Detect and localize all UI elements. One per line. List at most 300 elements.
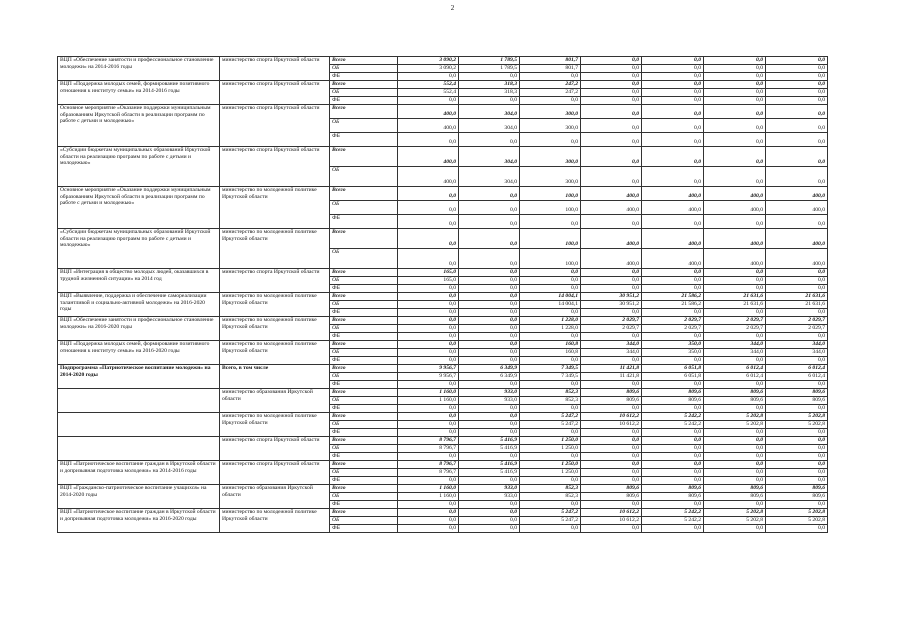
responsible-executor-cell: Всего, в том числе [220, 365, 330, 389]
amount-cell: 0,0 [642, 469, 704, 477]
amount-cell: 0,0 [520, 453, 581, 461]
amount-cell: 852,3 [520, 493, 581, 501]
amount-cell: 0,0 [398, 381, 459, 389]
amount-cell: 0,0 [704, 215, 766, 229]
amount-cell: 0,0 [398, 187, 459, 201]
amount-cell: 400,0 [581, 229, 642, 249]
amount-cell: 0,0 [459, 277, 520, 285]
amount-cell: 0,0 [581, 525, 642, 533]
amount-cell: 809,6 [766, 485, 828, 493]
funding-source-cell: Всего [330, 269, 398, 277]
amount-cell: 21 586,2 [642, 301, 704, 309]
amount-cell: 304,0 [459, 105, 520, 119]
amount-cell: 0,0 [642, 73, 704, 81]
amount-cell: 933,0 [459, 397, 520, 405]
funding-source-cell: ОБ [330, 301, 398, 309]
amount-cell: 0,0 [459, 341, 520, 349]
responsible-executor-cell: министерство по молодежной политике Иркутской области [220, 341, 330, 365]
amount-cell: 1 789,5 [459, 65, 520, 73]
amount-cell: 0,0 [642, 105, 704, 119]
amount-cell: 400,0 [398, 105, 459, 119]
amount-cell: 400,0 [642, 187, 704, 201]
funding-source-cell: Всего [330, 229, 398, 249]
amount-cell: 6 349,9 [459, 373, 520, 381]
amount-cell: 0,0 [581, 269, 642, 277]
amount-cell: 0,0 [704, 65, 766, 73]
amount-cell: 5 416,9 [459, 445, 520, 453]
amount-cell: 400,0 [766, 249, 828, 269]
amount-cell: 21 631,6 [766, 293, 828, 301]
table-row [58, 293, 828, 301]
amount-cell: 0,0 [581, 65, 642, 73]
program-name-cell: ВЦП «Патриотическое воспитание граждан в Иркутской области и допризывная подготовка молодежи» на 2014-2016 годы [58, 461, 220, 485]
amount-cell: 5 242,2 [642, 421, 704, 429]
amount-cell: 0,0 [398, 293, 459, 301]
amount-cell: 0,0 [459, 517, 520, 525]
funding-source-cell: ОБ [330, 65, 398, 73]
amount-cell: 1 160,0 [398, 493, 459, 501]
amount-cell: 0,0 [642, 65, 704, 73]
funding-source-cell: ОБ [330, 89, 398, 97]
amount-cell: 0,0 [581, 57, 642, 65]
funding-source-cell: ФБ [330, 133, 398, 147]
amount-cell: 0,0 [459, 381, 520, 389]
amount-cell: 10 612,2 [581, 421, 642, 429]
amount-cell: 0,0 [520, 357, 581, 365]
amount-cell: 344,0 [704, 341, 766, 349]
amount-cell: 0,0 [766, 357, 828, 365]
funding-source-cell: ФБ [330, 453, 398, 461]
amount-cell: 0,0 [459, 453, 520, 461]
amount-cell: 809,6 [642, 389, 704, 397]
amount-cell: 400,0 [398, 147, 459, 167]
amount-cell: 1 228,0 [520, 325, 581, 333]
amount-cell: 0,0 [398, 133, 459, 147]
funding-source-cell: Всего [330, 389, 398, 397]
amount-cell: 0,0 [766, 429, 828, 437]
amount-cell: 0,0 [459, 97, 520, 105]
table-row [58, 461, 828, 469]
amount-cell: 809,6 [704, 493, 766, 501]
amount-cell: 0,0 [459, 325, 520, 333]
amount-cell: 0,0 [704, 73, 766, 81]
funding-source-cell: Всего [330, 341, 398, 349]
amount-cell: 5 202,8 [766, 421, 828, 429]
amount-cell: 9 956,7 [398, 373, 459, 381]
amount-cell: 809,6 [704, 397, 766, 405]
amount-cell: 0,0 [581, 381, 642, 389]
amount-cell: 304,0 [459, 147, 520, 167]
amount-cell: 0,0 [520, 215, 581, 229]
amount-cell: 801,7 [520, 57, 581, 65]
amount-cell: 0,0 [459, 413, 520, 421]
amount-cell: 0,0 [398, 509, 459, 517]
amount-cell: 0,0 [581, 167, 642, 187]
amount-cell: 0,0 [642, 405, 704, 413]
amount-cell: 0,0 [398, 73, 459, 81]
amount-cell: 0,0 [642, 97, 704, 105]
amount-cell: 0,0 [459, 349, 520, 357]
amount-cell: 0,0 [704, 133, 766, 147]
amount-cell: 0,0 [704, 381, 766, 389]
funding-source-cell: ФБ [330, 525, 398, 533]
funding-source-cell: Всего [330, 293, 398, 301]
funding-source-cell: Всего [330, 437, 398, 445]
amount-cell: 0,0 [704, 57, 766, 65]
responsible-executor-cell: министерство по молодежной политике Иркутской области [220, 229, 330, 269]
amount-cell: 0,0 [459, 249, 520, 269]
amount-cell: 809,6 [581, 389, 642, 397]
amount-cell: 0,0 [520, 97, 581, 105]
funding-source-cell: ФБ [330, 333, 398, 341]
amount-cell: 0,0 [398, 413, 459, 421]
amount-cell: 300,0 [520, 147, 581, 167]
amount-cell: 0,0 [520, 381, 581, 389]
responsible-executor-cell: министерство образования Иркутской области [220, 389, 330, 413]
funding-source-cell: Всего [330, 105, 398, 119]
amount-cell: 0,0 [459, 201, 520, 215]
responsible-executor-cell: министерство спорта Иркутской области [220, 269, 330, 293]
amount-cell: 0,0 [459, 405, 520, 413]
amount-cell: 0,0 [459, 509, 520, 517]
amount-cell: 350,0 [642, 341, 704, 349]
amount-cell: 5 202,8 [704, 413, 766, 421]
amount-cell: 0,0 [520, 429, 581, 437]
amount-cell: 8 796,7 [398, 469, 459, 477]
program-name-cell: ВЦП «Поддержка молодых семей, формирование позитивного отношения к институту семьи» на 2014-2016 годы [58, 81, 220, 105]
table-row [58, 105, 828, 119]
amount-cell: 552,4 [398, 81, 459, 89]
amount-cell: 0,0 [520, 133, 581, 147]
amount-cell: 0,0 [766, 119, 828, 133]
amount-cell: 0,0 [398, 429, 459, 437]
table-row [58, 57, 828, 65]
amount-cell: 344,0 [581, 341, 642, 349]
amount-cell: 0,0 [704, 405, 766, 413]
amount-cell: 0,0 [581, 461, 642, 469]
amount-cell: 0,0 [766, 81, 828, 89]
amount-cell: 0,0 [642, 215, 704, 229]
amount-cell: 809,6 [766, 397, 828, 405]
table-row [58, 389, 828, 397]
amount-cell: 0,0 [581, 333, 642, 341]
amount-cell: 0,0 [459, 229, 520, 249]
amount-cell: 0,0 [704, 81, 766, 89]
amount-cell: 0,0 [398, 309, 459, 317]
program-name-cell: ВЦП «Интеграция в общество молодых людей, оказавшихся в трудной жизненной ситуации» на 2014 год [58, 269, 220, 293]
amount-cell: 2 029,7 [581, 317, 642, 325]
amount-cell: 8 796,7 [398, 445, 459, 453]
amount-cell: 5 247,2 [520, 509, 581, 517]
amount-cell: 1 160,0 [398, 485, 459, 493]
table-body [58, 57, 828, 533]
amount-cell: 0,0 [398, 229, 459, 249]
amount-cell: 400,0 [581, 249, 642, 269]
amount-cell: 0,0 [459, 269, 520, 277]
amount-cell: 0,0 [581, 445, 642, 453]
funding-source-cell: ОБ [330, 373, 398, 381]
amount-cell: 0,0 [642, 429, 704, 437]
funding-source-cell: ФБ [330, 97, 398, 105]
responsible-executor-cell: министерство спорта Иркутской области [220, 461, 330, 485]
amount-cell: 0,0 [766, 333, 828, 341]
table-row [58, 437, 828, 445]
table-row [58, 509, 828, 517]
amount-cell: 0,0 [459, 215, 520, 229]
amount-cell: 0,0 [642, 437, 704, 445]
amount-cell: 852,3 [520, 389, 581, 397]
funding-source-cell: ФБ [330, 309, 398, 317]
amount-cell: 852,3 [520, 397, 581, 405]
amount-cell: 2 029,7 [704, 317, 766, 325]
amount-cell: 100,0 [520, 249, 581, 269]
funding-source-cell: ОБ [330, 201, 398, 215]
funding-source-cell: Всего [330, 413, 398, 421]
amount-cell: 21 631,6 [704, 301, 766, 309]
page-number: 2 [450, 4, 455, 12]
program-name-cell: ВЦП «Обеспечение занятости и профессиональное становление молодежи» на 2014-2016 годы [58, 57, 220, 81]
amount-cell: 100,0 [520, 201, 581, 215]
amount-cell: 5 247,2 [520, 517, 581, 525]
amount-cell: 0,0 [398, 501, 459, 509]
amount-cell: 0,0 [398, 333, 459, 341]
funding-source-cell: Всего [330, 485, 398, 493]
amount-cell: 0,0 [642, 119, 704, 133]
funding-source-cell: ОБ [330, 469, 398, 477]
amount-cell: 30 951,2 [581, 293, 642, 301]
table-row [58, 365, 828, 373]
amount-cell: 6 012,4 [766, 365, 828, 373]
responsible-executor-cell: министерство по молодежной политике Иркутской области [220, 293, 330, 317]
amount-cell: 809,6 [704, 389, 766, 397]
amount-cell: 0,0 [766, 105, 828, 119]
amount-cell: 0,0 [459, 501, 520, 509]
amount-cell: 0,0 [642, 453, 704, 461]
table-row [58, 269, 828, 277]
amount-cell: 318,3 [459, 81, 520, 89]
amount-cell: 0,0 [704, 167, 766, 187]
table-row [58, 187, 828, 201]
responsible-executor-cell: министерство спорта Иркутской области [220, 81, 330, 105]
amount-cell: 304,0 [459, 167, 520, 187]
amount-cell: 344,0 [581, 349, 642, 357]
amount-cell: 7 349,5 [520, 373, 581, 381]
amount-cell: 0,0 [581, 357, 642, 365]
program-name-cell: «Субсидии бюджетам муниципальных образований Иркутской области на реализацию программ по работе с детьми и молодежью» [58, 229, 220, 269]
amount-cell: 0,0 [581, 119, 642, 133]
funding-source-cell: ФБ [330, 73, 398, 81]
amount-cell: 350,0 [642, 349, 704, 357]
amount-cell: 0,0 [581, 477, 642, 485]
amount-cell: 0,0 [398, 525, 459, 533]
funding-source-cell: ОБ [330, 167, 398, 187]
amount-cell: 0,0 [642, 147, 704, 167]
amount-cell: 1 160,0 [398, 389, 459, 397]
amount-cell: 0,0 [581, 89, 642, 97]
amount-cell: 0,0 [704, 477, 766, 485]
amount-cell: 1 160,0 [398, 397, 459, 405]
amount-cell: 160,8 [520, 341, 581, 349]
amount-cell: 0,0 [704, 501, 766, 509]
program-name-cell [58, 437, 220, 461]
amount-cell: 300,0 [520, 167, 581, 187]
table-row [58, 317, 828, 325]
amount-cell: 809,6 [642, 493, 704, 501]
amount-cell: 0,0 [398, 421, 459, 429]
responsible-executor-cell: министерство образования Иркутской области [220, 485, 330, 509]
amount-cell: 11 421,8 [581, 373, 642, 381]
amount-cell: 0,0 [581, 97, 642, 105]
amount-cell: 0,0 [398, 97, 459, 105]
amount-cell: 0,0 [766, 73, 828, 81]
amount-cell: 0,0 [642, 57, 704, 65]
amount-cell: 0,0 [459, 133, 520, 147]
amount-cell: 5 202,8 [704, 421, 766, 429]
program-name-cell: «Субсидии бюджетам муниципальных образований Иркутской области на реализацию программ по работе с детьми и молодежью» [58, 147, 220, 187]
program-name-cell: ВЦП «Обеспечение занятости и профессиональное становление молодежи» на 2016-2020 годы [58, 317, 220, 341]
amount-cell: 0,0 [398, 201, 459, 215]
amount-cell: 0,0 [642, 445, 704, 453]
funding-source-cell: ОБ [330, 277, 398, 285]
amount-cell: 0,0 [704, 333, 766, 341]
amount-cell: 0,0 [766, 525, 828, 533]
amount-cell: 3 090,2 [398, 65, 459, 73]
amount-cell: 0,0 [459, 285, 520, 293]
funding-source-cell: Всего [330, 147, 398, 167]
amount-cell: 3 090,2 [398, 57, 459, 65]
program-name-cell: ВЦП «Гражданско-патриотическое воспитание учащихся» на 2014-2020 годы [58, 485, 220, 509]
amount-cell: 0,0 [704, 309, 766, 317]
amount-cell: 0,0 [766, 437, 828, 445]
responsible-executor-cell: министерство спорта Иркутской области [220, 57, 330, 81]
amount-cell: 5 247,2 [520, 421, 581, 429]
amount-cell: 2 029,7 [642, 325, 704, 333]
amount-cell: 0,0 [520, 501, 581, 509]
amount-cell: 809,6 [642, 485, 704, 493]
amount-cell: 6 349,9 [459, 365, 520, 373]
amount-cell: 0,0 [704, 277, 766, 285]
amount-cell: 0,0 [704, 453, 766, 461]
amount-cell: 0,0 [459, 301, 520, 309]
amount-cell: 0,0 [581, 147, 642, 167]
amount-cell: 21 631,6 [704, 293, 766, 301]
amount-cell: 0,0 [520, 333, 581, 341]
amount-cell: 0,0 [766, 445, 828, 453]
amount-cell: 21 586,2 [642, 293, 704, 301]
amount-cell: 0,0 [520, 73, 581, 81]
amount-cell: 0,0 [581, 81, 642, 89]
amount-cell: 0,0 [520, 285, 581, 293]
amount-cell: 400,0 [704, 229, 766, 249]
amount-cell: 0,0 [520, 525, 581, 533]
amount-cell: 10 612,2 [581, 413, 642, 421]
amount-cell: 0,0 [766, 147, 828, 167]
amount-cell: 11 421,8 [581, 365, 642, 373]
amount-cell: 6 012,4 [766, 373, 828, 381]
amount-cell: 0,0 [520, 477, 581, 485]
funding-source-cell: Всего [330, 365, 398, 373]
amount-cell: 100,0 [520, 187, 581, 201]
amount-cell: 400,0 [766, 229, 828, 249]
program-name-cell: Основное мероприятие «Оказание поддержки муниципальным образованиям Иркутской области в реализации программ по работе с детьми и молодежью» [58, 105, 220, 147]
funding-source-cell: Всего [330, 57, 398, 65]
amount-cell: 0,0 [398, 341, 459, 349]
amount-cell: 0,0 [766, 167, 828, 187]
funding-source-cell: ФБ [330, 477, 398, 485]
amount-cell: 809,6 [766, 493, 828, 501]
amount-cell: 0,0 [704, 469, 766, 477]
amount-cell: 0,0 [398, 325, 459, 333]
amount-cell: 400,0 [642, 249, 704, 269]
amount-cell: 300,0 [520, 105, 581, 119]
amount-cell: 0,0 [704, 105, 766, 119]
amount-cell: 0,0 [704, 525, 766, 533]
amount-cell: 0,0 [704, 285, 766, 293]
amount-cell: 1 250,0 [520, 469, 581, 477]
amount-cell: 552,4 [398, 89, 459, 97]
amount-cell: 400,0 [704, 249, 766, 269]
amount-cell: 0,0 [398, 301, 459, 309]
amount-cell: 5 416,9 [459, 469, 520, 477]
amount-cell: 0,0 [766, 461, 828, 469]
funding-source-cell: ОБ [330, 445, 398, 453]
amount-cell: 0,0 [766, 277, 828, 285]
amount-cell: 0,0 [398, 317, 459, 325]
amount-cell: 5 202,8 [704, 517, 766, 525]
amount-cell: 5 242,2 [642, 517, 704, 525]
amount-cell: 0,0 [398, 517, 459, 525]
amount-cell: 5 242,2 [642, 509, 704, 517]
funding-source-cell: ОБ [330, 325, 398, 333]
amount-cell: 809,6 [704, 485, 766, 493]
amount-cell: 400,0 [581, 201, 642, 215]
funding-source-cell: ФБ [330, 405, 398, 413]
amount-cell: 0,0 [642, 309, 704, 317]
amount-cell: 5 247,2 [520, 413, 581, 421]
amount-cell: 2 029,7 [581, 325, 642, 333]
amount-cell: 0,0 [642, 277, 704, 285]
amount-cell: 0,0 [704, 357, 766, 365]
amount-cell: 0,0 [459, 293, 520, 301]
amount-cell: 0,0 [766, 133, 828, 147]
amount-cell: 0,0 [398, 249, 459, 269]
amount-cell: 0,0 [581, 277, 642, 285]
responsible-executor-cell: министерство по молодежной политике Иркутской области [220, 187, 330, 229]
program-name-cell: Подпрограмма «Патриотическое воспитание молодежи» на 2014-2020 годы [58, 365, 220, 389]
table-row [58, 147, 828, 167]
amount-cell: 165,0 [398, 277, 459, 285]
amount-cell: 100,0 [520, 229, 581, 249]
amount-cell: 0,0 [581, 215, 642, 229]
amount-cell: 0,0 [766, 215, 828, 229]
amount-cell: 5 202,8 [704, 509, 766, 517]
amount-cell: 801,7 [520, 65, 581, 73]
amount-cell: 2 029,7 [704, 325, 766, 333]
amount-cell: 400,0 [398, 167, 459, 187]
amount-cell: 1 789,5 [459, 57, 520, 65]
amount-cell: 0,0 [398, 349, 459, 357]
amount-cell: 0,0 [642, 525, 704, 533]
amount-cell: 6 012,4 [704, 365, 766, 373]
amount-cell: 0,0 [581, 429, 642, 437]
funding-source-cell: ОБ [330, 397, 398, 405]
amount-cell: 2 029,7 [766, 317, 828, 325]
amount-cell: 0,0 [581, 309, 642, 317]
amount-cell: 0,0 [459, 421, 520, 429]
amount-cell: 8 796,7 [398, 437, 459, 445]
amount-cell: 304,0 [459, 119, 520, 133]
amount-cell: 1 228,0 [520, 317, 581, 325]
